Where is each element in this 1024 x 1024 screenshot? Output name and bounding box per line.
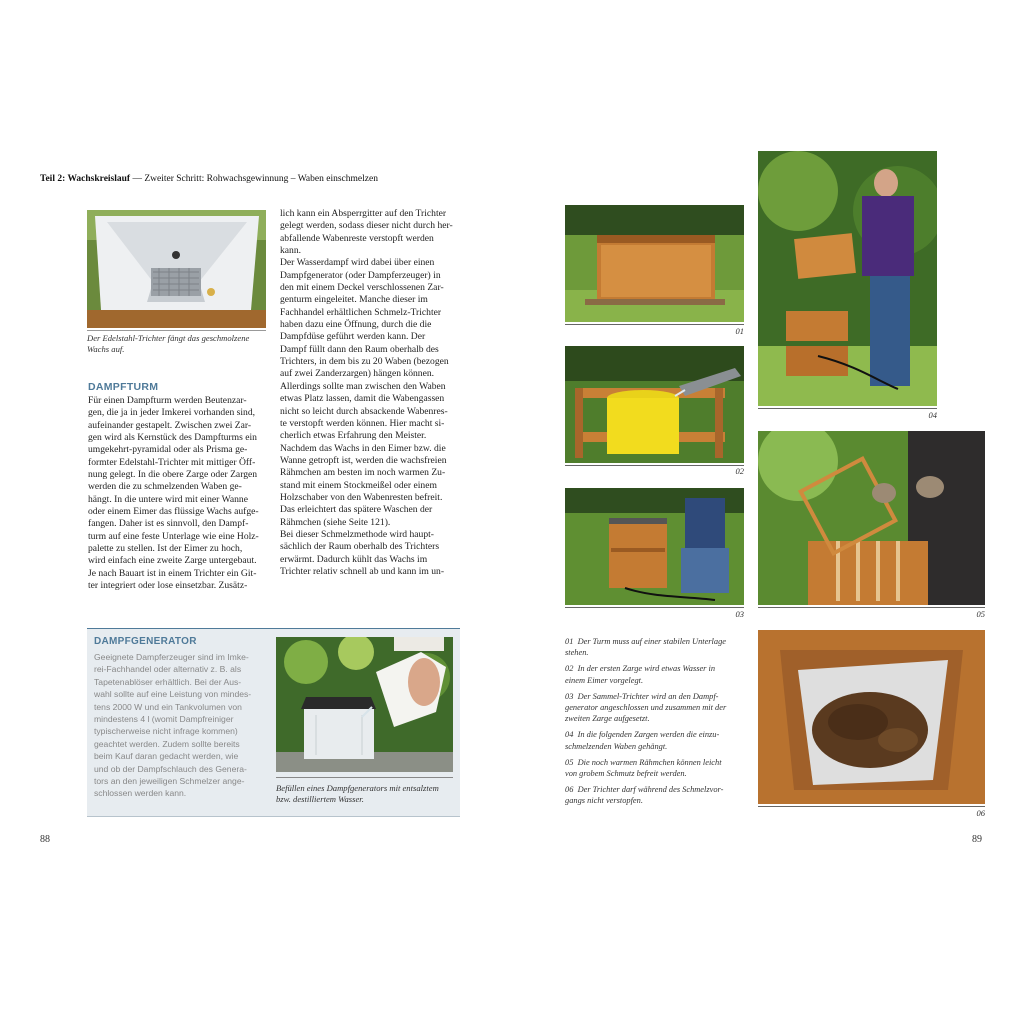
text-line: erwärmt. Dadurch kühlt das Wachs im: [280, 553, 428, 565]
step-text: Der Sammel-Trichter wird an den Dampf-: [577, 691, 719, 701]
page-number-right: 89: [972, 834, 982, 845]
photo-02: [565, 346, 744, 463]
info-box: [87, 628, 460, 817]
text-line: ter integriert oder lose einsetzbar. Zusätz-: [88, 580, 248, 592]
text-line: den mit einem Deckel verschlossenen Zar-: [280, 282, 444, 294]
photo-steam-generator: [276, 637, 453, 772]
text-line: palette zu stellen. Ist der Eimer zu hoch,: [88, 543, 243, 555]
text-line: oder einem Eimer das flüssige Wachs aufge-: [88, 506, 259, 518]
step-caption-line: [565, 757, 745, 768]
text-line: auf zwei Zanderzargen) hängen können.: [280, 368, 435, 380]
text-line: gen, die ja in jeder Imkerei vorhanden sind,: [88, 407, 256, 419]
photo-funnel: [87, 210, 266, 328]
text-line: Trichter relativ schnell ab und kann im un-: [280, 565, 445, 577]
section-heading: DAMPFTURM: [88, 381, 159, 393]
step-caption-01: [565, 636, 745, 658]
step-number: 06: [565, 785, 574, 795]
box-line: rei-Fachhandel oder alternativ z. B. als: [94, 664, 242, 675]
step-number: 05: [565, 757, 574, 767]
box-line: geachtet werden. Zudem sollte bereits: [94, 738, 240, 749]
text-line: Der Wasserdampf wird dabei über einen: [280, 257, 435, 269]
step-caption-02: [565, 663, 745, 685]
text-line: gen wird als Kernstück des Dampfturms ein: [88, 432, 257, 444]
text-line: Bei dieser Schmelzmethode wird haupt-: [280, 528, 434, 540]
photo-04: [758, 151, 937, 406]
step-caption-line: [565, 636, 745, 647]
text-line: formter Edelstahl-Trichter mit mittiger Öff-: [88, 456, 256, 468]
box-line: Geeignete Dampferzeuger sind im Imke-: [94, 652, 249, 662]
step-captions: [565, 636, 745, 807]
text-line: gelegt werden, sodass dieser nicht durch her-: [280, 220, 453, 232]
text-line: haben dazu eine Öffnung, durch die die: [280, 319, 432, 331]
photo-04-number: 04: [928, 410, 937, 420]
text-line: Holzschaber von den Wabenresten befreit.: [280, 491, 443, 503]
step-caption-04: [565, 729, 745, 751]
box-line: Tapetenablöser erhältlich. Bei der Aus-: [94, 676, 242, 687]
box-line: schlossen werden kann.: [94, 788, 187, 799]
text-line: Je nach Bauart ist in einem Trichter ein Git-: [88, 567, 257, 579]
caption-line: Wachs auf.: [87, 344, 125, 354]
step-text: Die noch warmen Rähmchen können leicht: [577, 757, 722, 767]
step-caption-line: [565, 729, 745, 740]
text-line: kann.: [280, 245, 302, 257]
text-line: Für einen Dampfturm werden Beutenzar-: [88, 395, 247, 406]
box-line: tens 2000 W und ein Tankvolumen von: [94, 701, 242, 712]
caption-line: bzw. destilliertem Wasser.: [276, 794, 364, 804]
caption-line: Der Edelstahl-Trichter fängt das geschmolzene: [87, 333, 250, 343]
caption-rule: [276, 777, 453, 778]
caption-line: Befüllen eines Dampfgenerators mit entsalztem: [276, 783, 439, 793]
text-line: Fachhandel erhältlichen Schmelz-Trichter: [280, 306, 442, 318]
step-number: 04: [565, 730, 574, 740]
running-head: [40, 174, 378, 184]
photo-05-number: 05: [976, 609, 985, 619]
body-column-2: [280, 208, 460, 578]
photo-06: [758, 630, 985, 804]
photo-05-rule: [758, 607, 985, 608]
text-line: stand mit einem Stockmeißel oder einem: [280, 479, 437, 491]
step-text: In die folgenden Zargen werden die einzu-: [577, 730, 720, 740]
photo-funnel-caption: [87, 333, 267, 355]
text-line: Rähmchen am besten im noch warmen Zu-: [280, 467, 446, 479]
text-line: Dampf füllt dann den Raum oberhalb des: [280, 343, 439, 355]
photo-01-number: 01: [735, 326, 744, 336]
text-line: Trichters, in dem bis zu 20 Waben (bezogen: [280, 356, 449, 368]
box-line: und ob der Dampfschlauch des Genera-: [94, 763, 247, 774]
step-number: 02: [565, 664, 574, 674]
text-line: fangen. Daher ist es sinnvoll, den Dampf-: [88, 518, 249, 530]
step-caption-line: von grobem Schmutz befreit werden.: [565, 769, 687, 779]
box-line: typischerweise nicht infrage kommen): [94, 726, 238, 737]
text-line: abfallende Wabenreste verstopft werden: [280, 232, 434, 244]
caption-rule: [87, 330, 266, 331]
running-head-section: Zweiter Schritt: Rohwachsgewinnung – Waben einschmelzen: [144, 174, 378, 184]
info-box-text: [94, 651, 269, 800]
step-number: 01: [565, 637, 574, 646]
step-caption-06: [565, 784, 745, 806]
step-caption-line: einem Eimer vorgelegt.: [565, 675, 644, 685]
text-line: aufeinander gestapelt. Zwischen zwei Zar-: [88, 419, 252, 431]
step-number: 03: [565, 691, 574, 701]
step-caption-03: [565, 691, 745, 725]
step-caption-line: [565, 691, 745, 702]
step-caption-line: [565, 663, 745, 674]
text-line: Dampfdüse geführt werden kann. Der: [280, 331, 426, 343]
photo-06-number: 06: [976, 808, 985, 818]
text-line: werden die zu schmelzenden Waben ge-: [88, 481, 242, 493]
box-line: wahl sollte auf eine Leistung von mindes-: [94, 689, 252, 700]
text-line: lich kann ein Absperrgitter auf den Trichter: [280, 208, 447, 219]
step-caption-line: gangs nicht verstopfen.: [565, 796, 643, 806]
running-head-separator: —: [132, 174, 142, 184]
text-line: hängt. In die untere wird mit einer Wanne: [88, 493, 248, 505]
step-text: Der Turm muss auf einer stabilen Unterlage: [577, 637, 726, 646]
box-line: mindestens 4 l (womit Dampfreiniger: [94, 714, 234, 725]
box-line: beim Kauf daran gedacht werden, wie: [94, 751, 239, 762]
text-line: umgekehrt-pyramidal oder als Prisma ge-: [88, 444, 248, 456]
text-line: Wanne getropft ist, werden die wachsfreien: [280, 454, 447, 466]
photo-06-rule: [758, 806, 985, 807]
text-line: Allerdings sollte man zwischen den Waben: [280, 380, 446, 392]
photo-05: [758, 431, 985, 605]
text-line: te verstopft werden können. Hier macht si-: [280, 417, 445, 429]
text-line: genturm eingeleitet. Manche dieser im: [280, 294, 428, 306]
photo-03-number: 03: [735, 609, 744, 619]
text-line: Dampfgenerator (oder Dampferzeuger) in: [280, 269, 441, 281]
body-column-1: [88, 395, 268, 593]
photo-steam-generator-caption: [276, 783, 456, 805]
page-number-left: 88: [40, 834, 50, 845]
photo-04-rule: [758, 408, 937, 409]
text-line: wird einfach eine zweite Zarge untergebaut.: [88, 555, 257, 567]
photo-02-number: 02: [735, 466, 744, 476]
running-head-part: Teil 2: Wachskreislauf: [40, 174, 131, 184]
text-line: Rähmchen (siehe Seite 121).: [280, 516, 391, 528]
info-box-heading: DAMPFGENERATOR: [94, 636, 197, 647]
text-line: Das erleichtert das spätere Waschen der: [280, 504, 433, 516]
box-line: tors an den jeweiligen Schmelzer ange-: [94, 776, 245, 787]
step-caption-line: generator angeschlossen und zusammen mit der: [565, 703, 727, 713]
text-line: nicht so leicht durch absackende Wabenres-: [280, 405, 448, 417]
photo-03-rule: [565, 607, 744, 608]
photo-03: [565, 488, 744, 605]
step-caption-05: [565, 757, 745, 779]
step-caption-line: stehen.: [565, 648, 589, 658]
text-line: cherlich etwas Erfahrung den Meister.: [280, 430, 427, 442]
text-line: nung gelegt. In die obere Zarge oder Zargen: [88, 469, 258, 481]
photo-01-rule: [565, 324, 744, 325]
step-caption-line: zweiten Zarge aufgesetzt.: [565, 714, 650, 724]
text-line: Nachdem das Wachs in den Eimer bzw. die: [280, 442, 446, 454]
text-line: turm auf eine feste Unterlage wie eine Holz-: [88, 530, 259, 542]
step-text: In der ersten Zarge wird etwas Wasser in: [577, 664, 716, 674]
step-text: Der Trichter darf während des Schmelzvor-: [577, 785, 724, 795]
step-caption-line: [565, 784, 745, 795]
text-line: etwas Platz lassen, damit die Wabengassen: [280, 393, 445, 405]
photo-01: [565, 205, 744, 322]
step-caption-line: schmelzenden Waben gehängt.: [565, 741, 668, 751]
text-line: sächlich der Raum oberhalb des Trichters: [280, 541, 440, 553]
